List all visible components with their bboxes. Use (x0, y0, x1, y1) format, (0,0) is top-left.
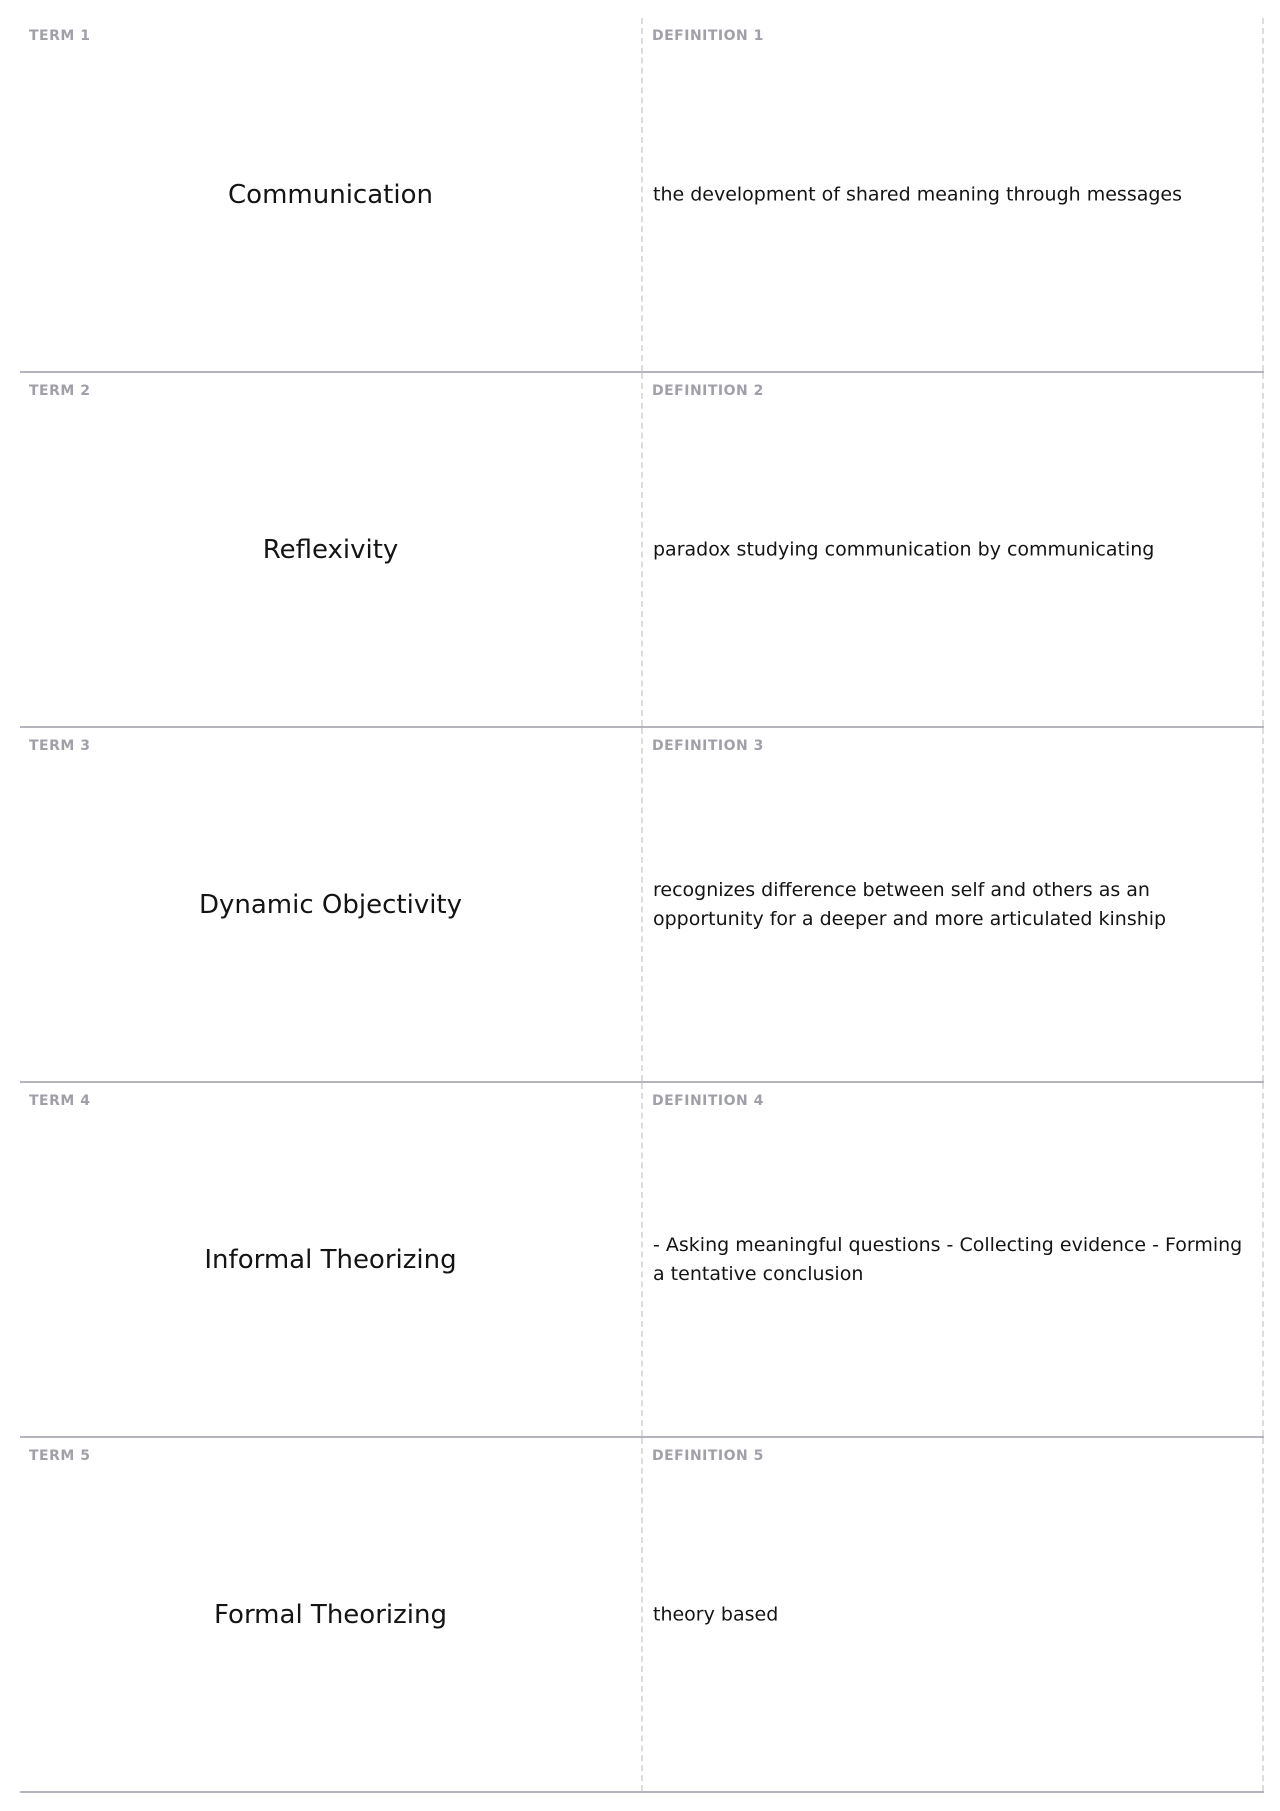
term-label: TERM 5 (29, 1448, 91, 1464)
definition-cell (643, 728, 1264, 1081)
term-cell (20, 18, 643, 371)
term-text: Reflexivity (262, 534, 399, 565)
term-cell (20, 1438, 643, 1791)
term-text: Communication (228, 179, 433, 210)
flashcard-sheet (20, 18, 1264, 1793)
definition-text: paradox studying communication by communicating (653, 538, 1155, 560)
definition-label: DEFINITION 2 (652, 383, 764, 399)
definition-text: recognizes difference between self and others as an opportunity for a deeper and more articulated kinship (653, 878, 1167, 930)
term-cell (20, 1083, 643, 1436)
term-label: TERM 1 (29, 28, 91, 44)
flashcard-row (20, 728, 1264, 1083)
definition-cell (643, 1083, 1264, 1436)
term-cell (20, 728, 643, 1081)
definition-cell (643, 373, 1264, 726)
term-label: TERM 3 (29, 738, 91, 754)
definition-label: DEFINITION 3 (652, 738, 764, 754)
term-text: Dynamic Objectivity (198, 889, 463, 920)
term-text: Informal Theorizing (204, 1244, 457, 1275)
term-text: Formal Theorizing (214, 1599, 447, 1630)
definition-text: the development of shared meaning through messages (653, 183, 1183, 205)
flashcard-row (20, 18, 1264, 373)
term-label: TERM 2 (29, 383, 91, 399)
definition-cell (643, 1438, 1264, 1791)
flashcard-row (20, 373, 1264, 728)
definition-label: DEFINITION 5 (652, 1448, 764, 1464)
definition-text: theory based (653, 1603, 779, 1625)
flashcard-row (20, 1438, 1264, 1793)
term-cell (20, 373, 643, 726)
definition-label: DEFINITION 4 (652, 1093, 764, 1109)
definition-text: - Asking meaningful questions - Collecting evidence - Forming a tentative conclusion (653, 1233, 1243, 1285)
flashcard-row (20, 1083, 1264, 1438)
definition-label: DEFINITION 1 (652, 28, 764, 44)
term-label: TERM 4 (29, 1093, 91, 1109)
definition-cell (643, 18, 1264, 371)
